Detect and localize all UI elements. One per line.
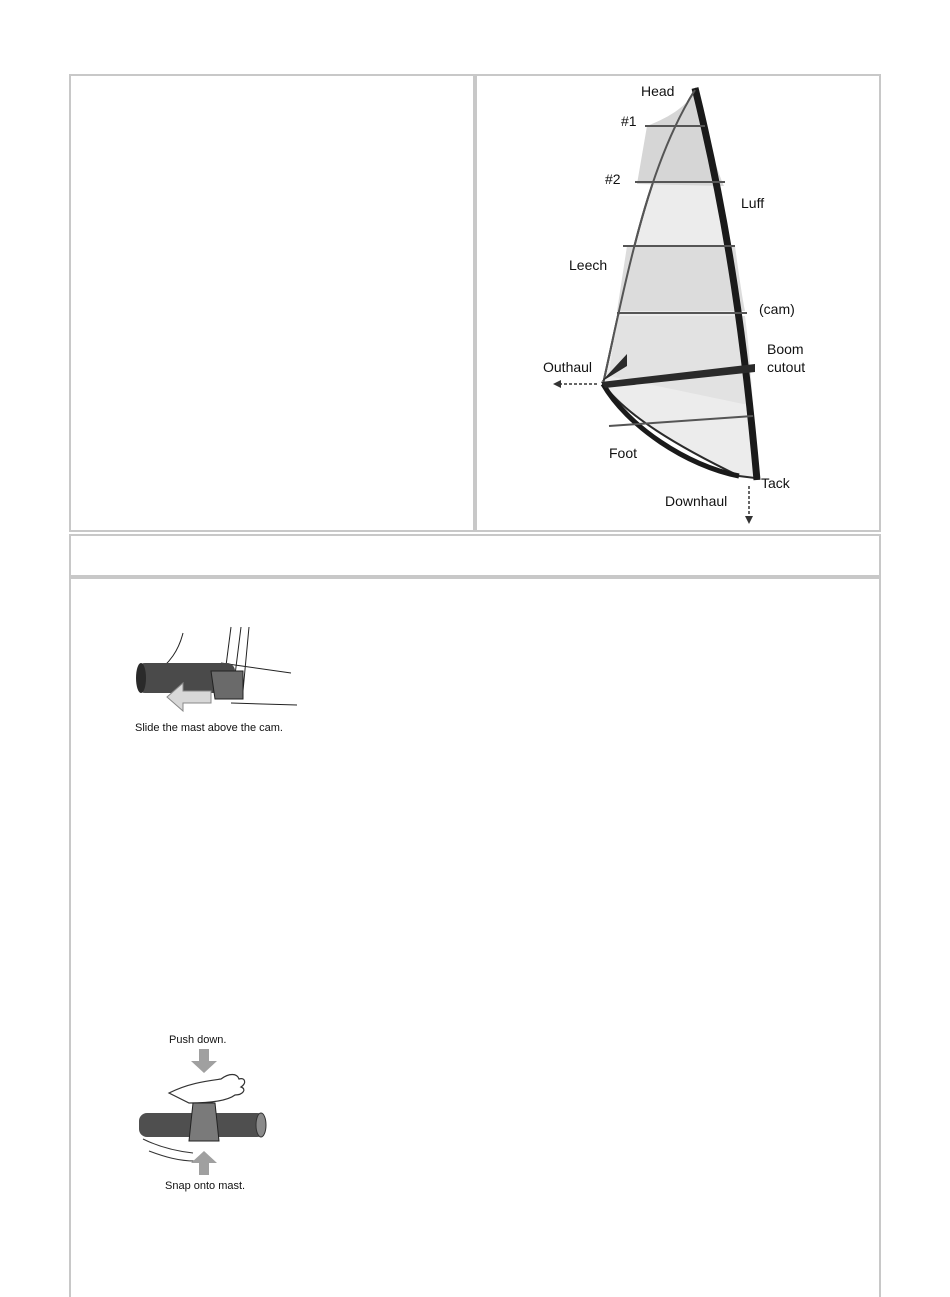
outhaul-arrowhead [553, 380, 561, 388]
sail-panel [617, 246, 745, 311]
cam-block [211, 671, 243, 699]
label-boom-cutout-line2: cutout [767, 359, 806, 375]
label-outhaul: Outhaul [543, 359, 593, 375]
empty-text-cell-top-left [69, 74, 475, 532]
boom-clamp [189, 1103, 219, 1141]
mast-slide-caption: Slide the mast above the cam. [135, 722, 283, 734]
hand [169, 1075, 245, 1104]
label-head: Head [641, 83, 675, 99]
sail-line [243, 627, 249, 691]
mast-slide-figure [131, 619, 311, 739]
label-leech: Leech [569, 257, 608, 273]
downhaul-arrowhead [745, 516, 753, 524]
label-foot: Foot [609, 445, 638, 461]
sail-diagram [477, 76, 879, 530]
snap-onto-mast-caption: Snap onto mast. [165, 1180, 246, 1192]
label-boom-cutout-line1: Boom [767, 341, 804, 357]
section-band-empty [69, 534, 881, 577]
mast-end [136, 663, 146, 693]
sail-line [231, 703, 297, 705]
instructions-cell [69, 577, 881, 1297]
label-downhaul: Downhaul [665, 493, 728, 509]
label-cam: (cam) [759, 301, 795, 317]
label-batten-1: #1 [621, 113, 637, 129]
push-down-caption: Push down. [169, 1034, 227, 1046]
mast-end [256, 1113, 266, 1137]
label-batten-2: #2 [605, 171, 621, 187]
label-luff: Luff [741, 195, 765, 211]
label-tack: Tack [761, 475, 790, 491]
sail-diagram-cell [475, 74, 881, 532]
push-down-arrow [191, 1049, 217, 1073]
boom-clamp-figure [129, 1027, 279, 1197]
snap-up-arrow [191, 1151, 217, 1175]
lower-hand [143, 1139, 193, 1153]
